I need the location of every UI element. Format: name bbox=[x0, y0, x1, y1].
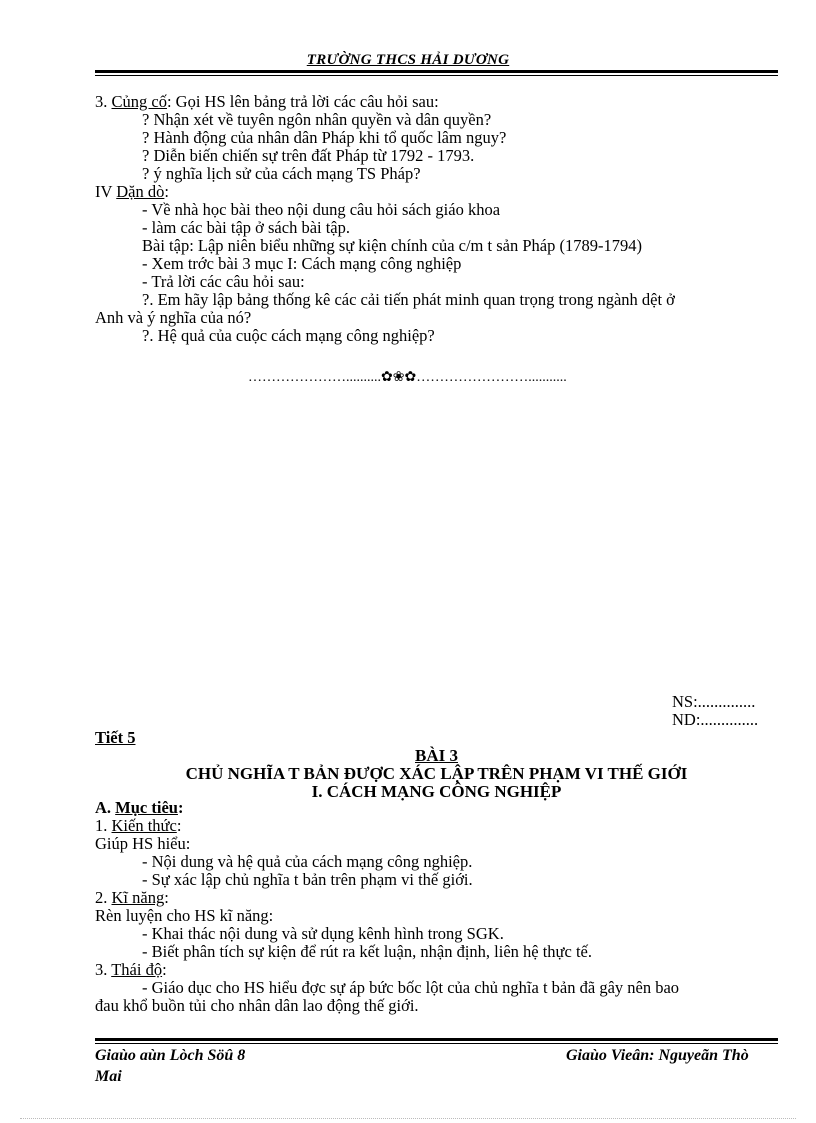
footer-left: Giaùo aùn Lòch Söû 8 bbox=[95, 1047, 246, 1064]
objectives-prefix: A. bbox=[95, 798, 116, 817]
lesson-number: BÀI 3 bbox=[415, 746, 458, 765]
section4-heading: Dặn dò bbox=[116, 182, 165, 201]
skills-intro: Rèn luyện cho HS kĩ năng: bbox=[95, 906, 274, 925]
homework-item: - Về nhà học bài theo nội dung câu hỏi sách giáo khoa bbox=[142, 200, 501, 219]
lesson-title: CHỦ NGHĨA T BẢN ĐƯỢC XÁC LẬP TRÊN PHẠM VI THẾ GIỚI bbox=[185, 764, 688, 783]
review-question: ? Hành động của nhân dân Pháp khi tổ quốc lâm nguy? bbox=[142, 128, 507, 147]
homework-item: - Trả lời các câu hỏi sau: bbox=[142, 272, 305, 291]
objectives-heading bbox=[95, 799, 183, 817]
lesson-subtitle: I. CÁCH MẠNG CÔNG NGHIỆP bbox=[311, 782, 562, 801]
review-question: ? ý nghĩa lịch sử của cách mạng TS Pháp? bbox=[142, 164, 421, 183]
review-question: ? Nhận xét về tuyên ngôn nhân quyền và dân quyền? bbox=[142, 110, 492, 129]
homework-question-1: ?. Em hãy lập bảng thống kê các cải tiến phát minh quan trọng trong ngành dệt ở bbox=[142, 290, 675, 309]
homework-question-2: ?. Hệ quả của cuộc cách mạng công nghiệp? bbox=[142, 326, 435, 345]
attitude-line: - Giáo dục cho HS hiểu đợc sự áp bức bốc lột của chủ nghĩa t bản đã gây nên bao bbox=[142, 978, 680, 997]
knowledge-number: 1. bbox=[95, 816, 112, 835]
section3-line bbox=[95, 93, 439, 111]
footer-rule-thin bbox=[95, 1043, 778, 1044]
skills-number: 2. bbox=[95, 888, 112, 907]
separator-dots-left: ………………….......... bbox=[248, 370, 381, 385]
section3-intro: : Gọi HS lên bảng trả lời các câu hỏi sau: bbox=[166, 92, 439, 111]
knowledge-item: - Nội dung và hệ quả của cách mạng công nghiệp. bbox=[142, 852, 473, 871]
objectives-suffix: : bbox=[177, 798, 184, 817]
school-header: TRƯỜNG THCS HẢI DƯƠNG bbox=[306, 52, 510, 68]
attitude-number: 3. bbox=[95, 960, 112, 979]
ornament-icon: ✿❀✿ bbox=[381, 370, 417, 385]
lesson-period: Tiết 5 bbox=[95, 728, 136, 747]
ns-field: NS:.............. bbox=[672, 692, 756, 711]
header-rule-thin bbox=[95, 75, 778, 76]
separator-dots-right: ……………………........... bbox=[416, 370, 567, 385]
attitude-heading bbox=[95, 961, 167, 979]
homework-question-1-cont: Anh và ý nghĩa của nó? bbox=[95, 308, 252, 327]
homework-item: Bài tập: Lập niên biểu những sự kiện chính của c/m t sản Pháp (1789-1794) bbox=[142, 236, 642, 255]
homework-item: - Xem trớc bài 3 mục I: Cách mạng công nghiệp bbox=[142, 254, 462, 273]
attitude-title: Thái độ bbox=[111, 960, 163, 979]
objectives-title: Mục tiêu bbox=[115, 798, 178, 817]
header-rule-thick bbox=[95, 70, 778, 73]
section4-colon: : bbox=[164, 182, 169, 201]
skills-title: Kĩ năng bbox=[111, 888, 165, 907]
page-bottom-border bbox=[20, 1118, 796, 1119]
knowledge-heading bbox=[95, 817, 181, 835]
skills-colon: : bbox=[164, 888, 169, 907]
knowledge-colon: : bbox=[176, 816, 182, 835]
skills-item: - Khai thác nội dung và sử dụng kênh hình trong SGK. bbox=[142, 924, 504, 943]
knowledge-item: - Sự xác lập chủ nghĩa t bản trên phạm vi thế giới. bbox=[142, 870, 473, 889]
nd-field: ND:.............. bbox=[672, 710, 759, 729]
footer-right-cont: Mai bbox=[95, 1068, 122, 1085]
footer-right: Giaùo Vieân: Nguyeãn Thò bbox=[566, 1047, 749, 1064]
section3-number: 3. bbox=[95, 92, 112, 111]
skills-item: - Biết phân tích sự kiện để rút ra kết luận, nhận định, liên hệ thực tế. bbox=[142, 942, 592, 961]
review-question: ? Diễn biến chiến sự trên đất Pháp từ 1792 - 1793. bbox=[142, 146, 475, 165]
attitude-line-cont: đau khổ buồn tủi cho nhân dân lao động thế giới. bbox=[95, 996, 419, 1015]
knowledge-title: Kiến thức bbox=[111, 816, 177, 835]
attitude-colon: : bbox=[162, 960, 167, 979]
section3-heading: Củng cố bbox=[111, 92, 167, 111]
section4-number: IV bbox=[95, 182, 117, 201]
knowledge-intro: Giúp HS hiểu: bbox=[95, 834, 191, 853]
homework-item: - làm các bài tập ở sách bài tập. bbox=[142, 218, 351, 237]
skills-heading bbox=[95, 889, 169, 907]
decorative-separator bbox=[248, 369, 567, 386]
section4-line bbox=[95, 183, 169, 201]
footer-rule-thick bbox=[95, 1038, 778, 1041]
